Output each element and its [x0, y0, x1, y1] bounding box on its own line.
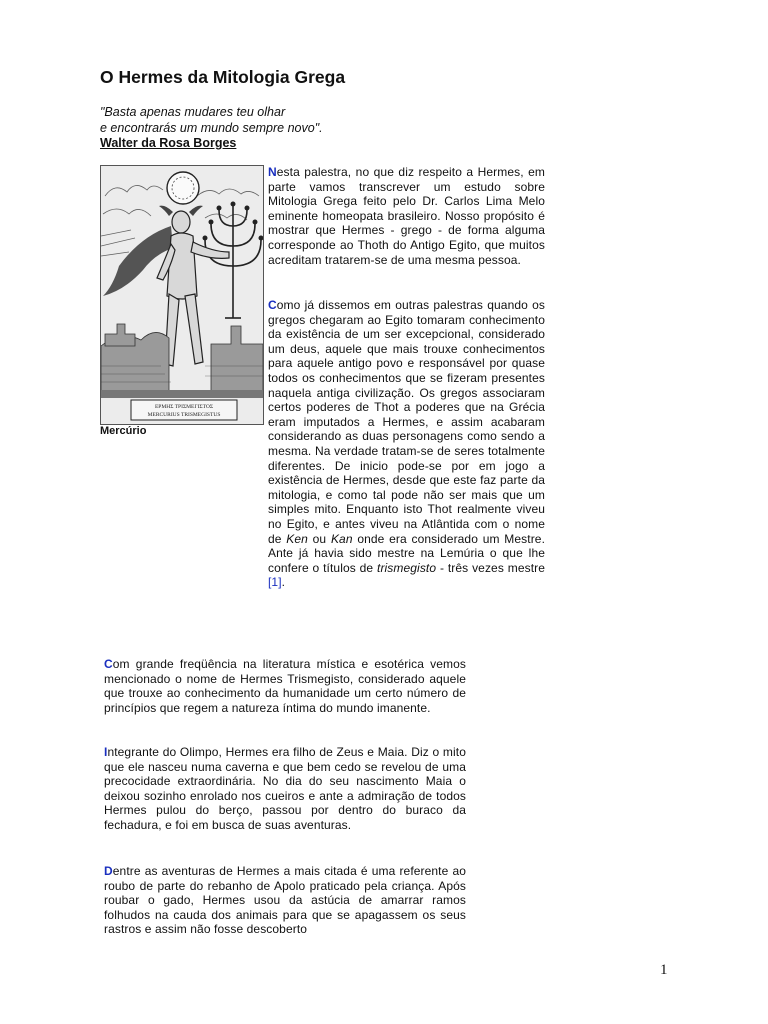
page-title: O Hermes da Mitologia Grega	[100, 67, 346, 87]
footnote-reference-link[interactable]: [1]	[268, 575, 282, 590]
paragraph-5	[104, 864, 466, 937]
drop-cap: N	[268, 165, 277, 179]
drop-cap: D	[104, 864, 113, 878]
emphasis-ken: Ken	[286, 531, 308, 546]
page-number: 1	[660, 962, 668, 978]
paragraph-text: ou	[307, 531, 331, 546]
epigraph-line-2: e encontrarás um mundo sempre novo".	[100, 121, 323, 135]
drop-cap: C	[104, 657, 113, 671]
paragraph-text: entre as aventuras de Hermes a mais citada é uma referente ao roubo de parte do rebanho de Apolo praticado pela criança. Após roubar o gado, Hermes usou da astúcia de amarrar ramos folhudos na cauda dos animais para que se apagassem os seus rastros e assim não fosse descoberto	[104, 864, 466, 937]
mercury-engraving-illustration	[101, 166, 263, 424]
plaque-line-2: MERCURIUS TRISMEGISTUS	[147, 412, 221, 418]
paragraph-3	[104, 657, 466, 715]
paragraph-4	[104, 745, 466, 833]
paragraph-text: om grande freqüência na literatura mística e esotérica vemos mencionado o nome de Hermes Trismegisto, considerado aquele que trouxe ao conhecimento da humanidade um certo número de princípios que regem a natureza íntima do mundo imanente.	[104, 657, 466, 715]
epigraph-line-1: "Basta apenas mudares teu olhar	[100, 105, 286, 119]
paragraph-text: omo já dissemos em outras palestras quando os gregos chegaram ao Egito tomaram conhecimento da existência de um ser excepcional, considerado um deus, aquele que mais trouxe conhecimentos para aquele antigo povo e responsável por quase todos os conhecimentos que se fizeram presentes naquela antiga civilização. Os gregos associaram certos poderes de Thot a poderes que na Grécia eram imputados a Hermes, e assim acabaram considerando as duas personagens como sendo a mesma. Na verdade tratam-se de seres totalmente diferentes. De inicio pode-se por em jogo a existência de Hermes, desde que este faz parte da mitologia, e como tal pode não ser mais que um simples mito. Enquanto isto Thot realmente viveu no Egito, e antes viveu na Atlântida com o nome de	[268, 298, 545, 546]
figure-caption: Mercúrio	[100, 425, 147, 437]
paragraph-text: - três vezes mestre	[436, 560, 546, 575]
plaque-line-1: ΕΡΜΗΣ ΤΡΙΣΜΕΓΙΣΤΟΣ	[154, 404, 214, 410]
paragraph-text: esta palestra, no que diz respeito a Hermes, em parte vamos transcrever um estudo sobre Mitologia Grega feito pelo Dr. Carlos Lima Melo eminente homeopata brasileiro. Nosso propósito é mostrar que Hermes - grego - de forma alguma corresponde ao Thoth do Antigo Egito, que muitos acreditam tratarem-se de uma mesma pessoa.	[268, 165, 545, 267]
emphasis-kan: Kan	[330, 531, 353, 546]
paragraph-text: .	[281, 575, 286, 590]
paragraph-text: onde era considerado um Mestre. Ante já havia sido mestre na Lemúria o que lhe confere o títulos de	[268, 531, 546, 575]
author-name: Walter da Rosa Borges	[100, 136, 237, 150]
emphasis-trismegisto: trismegisto	[377, 560, 437, 575]
epigraph	[100, 104, 323, 136]
paragraph-2	[268, 298, 545, 590]
drop-cap: C	[268, 298, 277, 312]
mercury-engraving	[100, 165, 264, 425]
paragraph-1	[268, 165, 545, 267]
drop-cap: I	[104, 745, 108, 759]
paragraph-text: ntegrante do Olimpo, Hermes era filho de Zeus e Maia. Diz o mito que ele nasceu numa caverna e que bem cedo se revelou de uma precocidade extraordinária. No dia do seu nascimento Maia o deixou sozinho enrolado nos cueiros e ante a admiração de todos Hermes pulou do berço, passou por dentro do buraco da fechadura, e foi em busca de suas aventuras.	[104, 745, 466, 832]
